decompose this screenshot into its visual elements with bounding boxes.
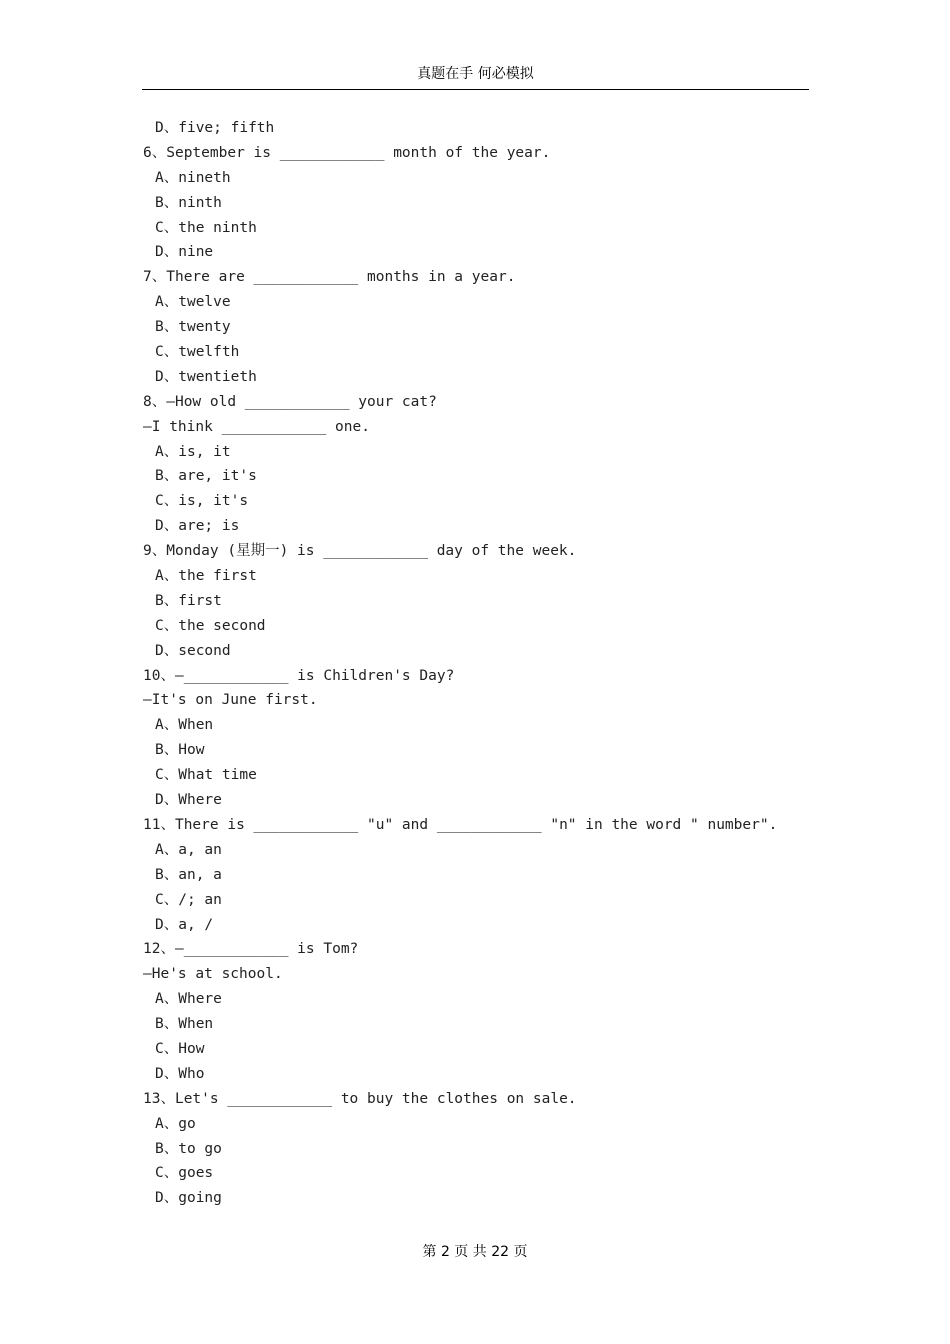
answer-option: B、are, it's [155,468,257,485]
answer-option: C、What time [155,767,257,784]
answer-option: A、Where [155,991,222,1008]
answer-option: C、/; an [155,891,222,908]
question-text: 10、—____________ is Children's Day? [143,667,455,684]
answer-option: C、twelfth [155,344,240,361]
page-number-footer: 第 2 页 共 22 页 [422,1244,528,1260]
answer-option: A、nineth [155,169,231,186]
answer-option: B、to go [155,1140,222,1157]
answer-option: A、twelve [155,294,231,311]
answer-option: B、When [155,1016,214,1033]
answer-option: A、a, an [155,841,222,858]
question-text: 6、September is ____________ month of the year. [143,144,551,161]
question-text: —I think ____________ one. [143,418,370,435]
answer-option: C、is, it's [155,493,249,510]
answer-option: B、an, a [155,866,222,883]
answer-option: A、the first [155,568,257,585]
answer-option: C、the second [155,617,266,634]
question-text: 11、There is ____________ "u" and ____________ "n" in the word " number". [143,816,778,833]
answer-option: C、the ninth [155,219,257,236]
answer-option: B、ninth [155,194,222,211]
answer-option: D、going [155,1190,222,1207]
answer-option: A、go [155,1115,196,1132]
answer-option: D、are; is [155,518,240,535]
question-text: 12、—____________ is Tom? [143,941,359,958]
question-text: —It's on June first. [143,692,318,709]
question-text: 13、Let's ____________ to buy the clothes on sale. [143,1090,577,1107]
question-text: 8、—How old ____________ your cat? [143,393,437,410]
answer-option: D、Who [155,1065,205,1082]
answer-option: D、nine [155,244,214,261]
page-header-title: 真题在手 何必模拟 [417,66,534,82]
answer-option: A、is, it [155,443,231,460]
exam-question-list [143,116,803,1211]
answer-option: D、five; fifth [155,120,275,136]
answer-option: D、second [155,642,231,659]
answer-option: C、How [155,1040,205,1057]
question-text: —He's at school. [143,966,283,983]
answer-option: D、a, / [155,916,214,933]
answer-option: B、first [155,592,222,609]
answer-option: D、Where [155,792,222,809]
answer-option: C、goes [155,1165,214,1182]
answer-option: B、How [155,742,205,759]
answer-option: A、When [155,717,214,734]
answer-option: B、twenty [155,319,231,336]
header-divider [142,89,809,90]
answer-option: D、twentieth [155,368,257,385]
question-text: 7、There are ____________ months in a year. [143,269,516,286]
question-text: 9、Monday (星期一) is ____________ day of the week. [143,543,577,560]
